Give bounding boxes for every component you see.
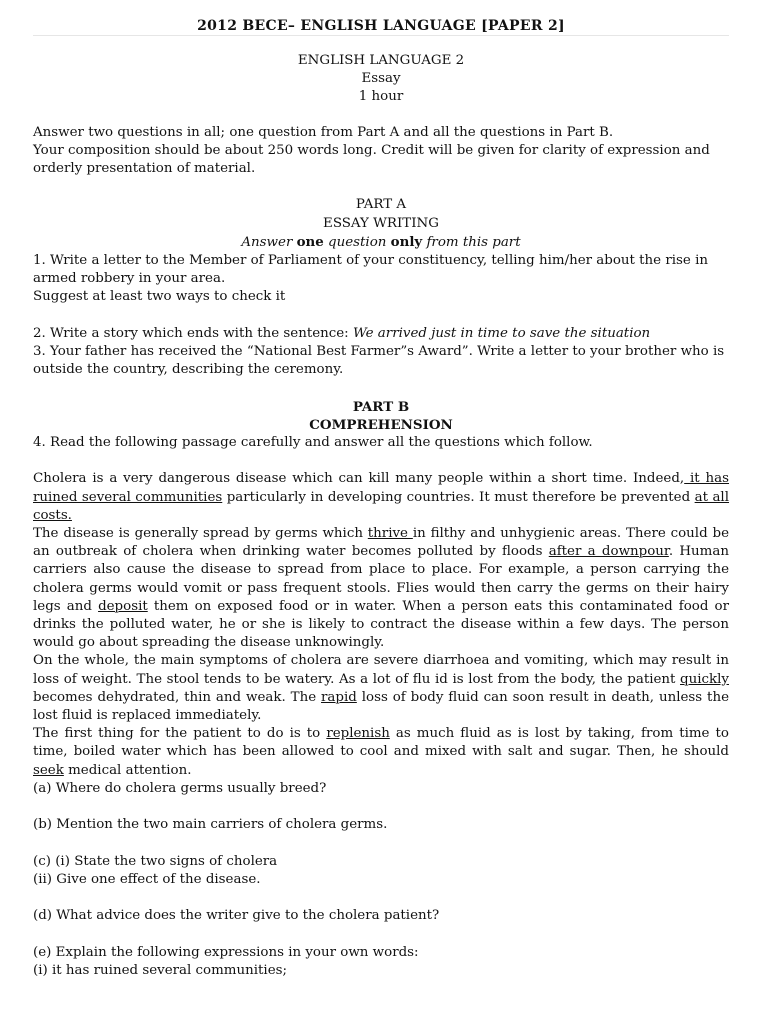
question-4: 4. Read the following passage carefully and answer all the questions which follow. xyxy=(33,435,593,451)
page-header xyxy=(33,0,729,36)
question-a: (a) Where do cholera germs usually breed? xyxy=(33,780,327,796)
question-1: 1. Write a letter to the Member of Parliament of your constituency, telling him/her about the rise in armed robbery in your area. xyxy=(33,253,708,287)
question-e: (e) Explain the following expressions in your own words: xyxy=(33,944,419,960)
question-d: (d) What advice does the writer give to the cholera patient? xyxy=(33,908,440,924)
question-2: 2. Write a story which ends with the sentence: We arrived just in time to save the situation xyxy=(33,325,651,341)
part-a-heading: PART A xyxy=(355,197,407,213)
question-c-i: (c) (i) State the two signs of cholera xyxy=(33,853,278,869)
question-b: (b) Mention the two main carriers of cholera germs. xyxy=(33,817,388,833)
question-c-ii: (ii) Give one effect of the disease. xyxy=(33,871,261,887)
part-b-subheading: COMPREHENSION xyxy=(309,416,453,433)
part-a-section xyxy=(33,196,729,379)
passage-paragraph-3: On the whole, the main symptoms of cholera are severe diarrhoea and vomiting, which may result in loss of weight. The stool tends to be watery. As a lot of flu id is lost from the body, the patient quickly becomes dehydrated, thin and weak. The rapid loss of body fluid can soon result in death, unless the lost fluid is replaced immediately. xyxy=(33,653,729,724)
instruction-line-1: Answer two questions in all; one question from Part A and all the questions in Part B. xyxy=(33,124,614,140)
question-1b: Suggest at least two ways to check it xyxy=(33,289,286,305)
instruction-line-2: Your composition should be about 250 words long. Credit will be given for clarity of expression and orderly presentation of material. xyxy=(33,142,710,177)
comprehension-questions xyxy=(33,780,729,980)
part-a-instruction: Answer one question only from this part xyxy=(241,233,521,250)
part-b-heading: PART B xyxy=(352,398,410,415)
question-3: 3. Your father has received the “National Best Farmer”s Award”. Write a letter to your brother who is outside the country, describing the ceremony. xyxy=(33,344,725,378)
exam-subject: ENGLISH LANGUAGE 2 xyxy=(297,53,465,68)
passage-paragraph-4: The first thing for the patient to do is to replenish as much fluid as is lost by taking, from time to time, boiled water which has been allowed to cool and mixed with salt and sugar. Then, he should seek medical attention. xyxy=(33,726,729,778)
document-body xyxy=(33,52,729,980)
comprehension-passage xyxy=(33,470,729,779)
part-a-subheading: ESSAY WRITING xyxy=(323,215,439,231)
passage-paragraph-1: Cholera is a very dangerous disease which can kill many people within a short time. Indeed, it has ruined several communities particularly in developing countries. It must therefore be prevented at all costs. xyxy=(33,471,730,523)
instructions xyxy=(33,124,729,179)
part-b-section xyxy=(33,398,729,980)
exam-type: Essay xyxy=(361,71,401,87)
exam-duration: 1 hour xyxy=(358,89,404,105)
passage-paragraph-2: The disease is generally spread by germs which thrive in filthy and unhygienic areas. There could be an outbreak of cholera when drinking water becomes polluted by floods after a downpour. Human carriers also cause the disease to spread from place to place. For example, a person carrying the cholera germs would vomit or pass frequent stools. Flies would then carry the germs on their hairy legs and deposit them on exposed food or in water. When a person eats this contaminated food or drinks the polluted water, he or she is likely to contract the disease within a few days. The person would go about spreading the disease unknowingly. xyxy=(33,526,729,651)
question-e-i: (i) it has ruined several communities; xyxy=(33,962,287,978)
document-page xyxy=(33,0,729,980)
header-title: 2012 BECE– ENGLISH LANGUAGE [PAPER 2] xyxy=(197,18,565,34)
